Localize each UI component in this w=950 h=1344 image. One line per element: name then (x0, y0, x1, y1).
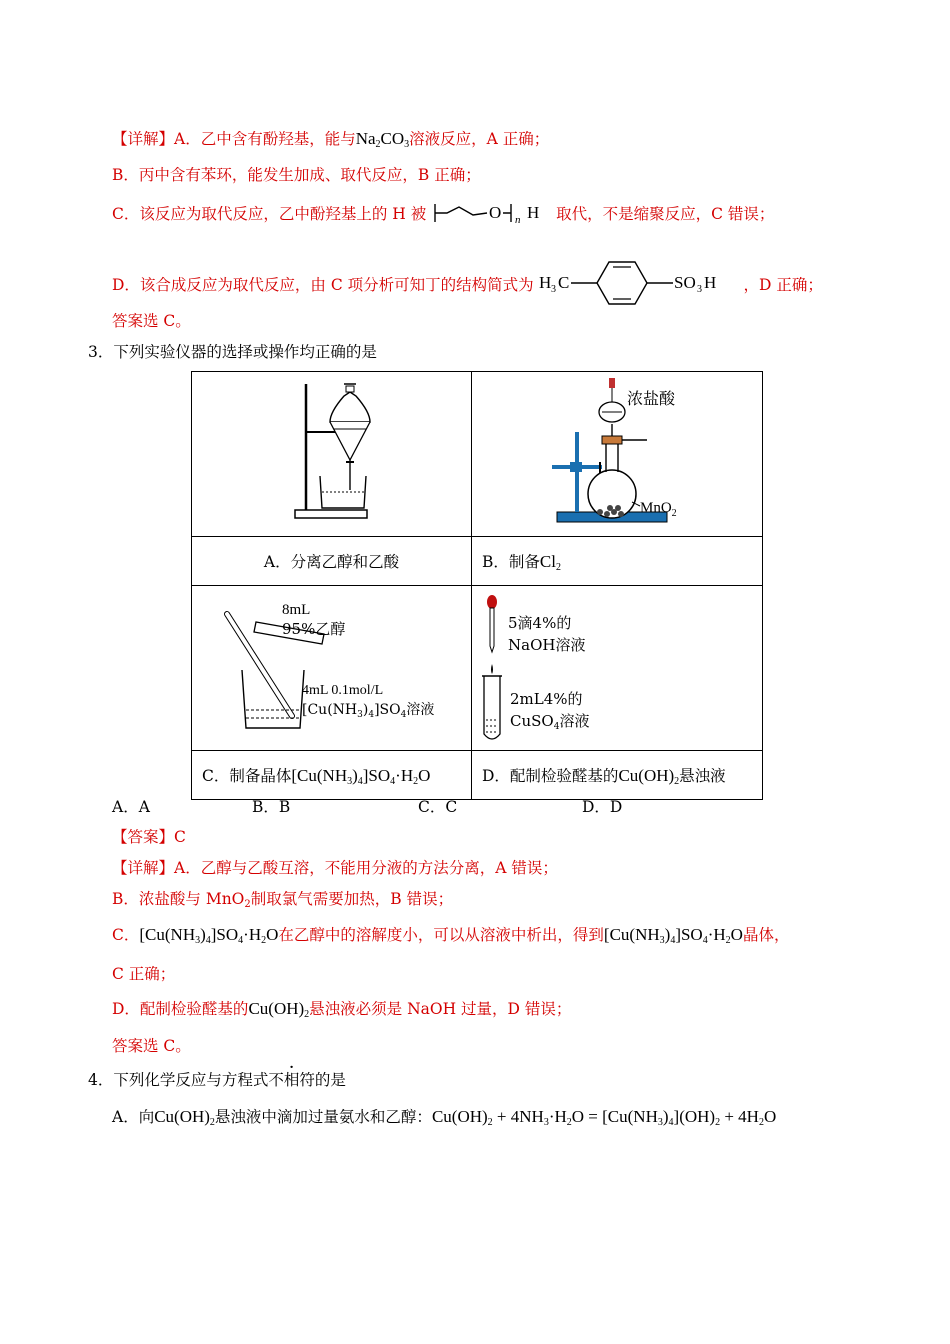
svg-text:5滴4%的: 5滴4%的 (508, 614, 572, 632)
option-d: D．D (582, 798, 623, 816)
cap-d: D．配制检验醛基的$Cu(OH)_2$悬浊液 (472, 751, 763, 800)
q3-detail-d: D．配制检验醛基的$Cu(OH)_2$悬浊液必须是 NaOH 过量，D 错误； (112, 999, 572, 1020)
svg-text:3: 3 (696, 284, 702, 295)
q2-detail-c: C．该反应为取代反应，乙中酚羟基上的 H 被 O n H 取代，不是缩聚反应，C 错误； (112, 203, 775, 225)
option-b: B．B (252, 798, 291, 816)
q3-answer: 【答案】C (112, 828, 186, 846)
cell-c-image (192, 586, 472, 751)
q3-final: 答案选 C。 (112, 1037, 191, 1055)
svg-text:CuSO4溶液: CuSO$_4$溶液 (510, 712, 590, 732)
svg-text:[Cu(NH3)4]SO4溶液: $[Cu(NH_3)_4]SO_4$溶液 (302, 702, 435, 720)
cap-a: A．分离乙醇和乙酸 (192, 537, 472, 586)
svg-text:SO: SO (673, 273, 696, 292)
separatory-funnel-icon (192, 372, 471, 532)
chlorine-apparatus-icon (472, 372, 762, 532)
option-c: C．C (418, 798, 458, 816)
svg-text:95%乙醇: 95%乙醇 (282, 620, 346, 638)
crystallization-apparatus-icon (192, 586, 471, 746)
q3-detail-c: C．$[Cu(NH_3)_4]SO_4\cdot H_2O$在乙醇中的溶解度小，可以从溶液中析出，得到$[Cu(NH_3)_4]SO_4\cdot H_2O$晶体， (112, 925, 790, 946)
q3-stem: 3．下列实验仪器的选择或操作均正确的是 (88, 343, 377, 361)
q2-detail-d: D．该合成反应为取代反应，由 C 项分析可知丁的结构简式为 H 3 C SO 3 H ，D 正确； (112, 258, 823, 308)
q3-detail-c-cont: C 正确； (112, 965, 176, 983)
svg-text:H: H (703, 273, 716, 292)
q3-options-table (191, 371, 763, 800)
svg-text:H: H (527, 203, 540, 222)
q2-detail-a: 【详解】A．乙中含有酚羟基，能与$Na_2CO_3$溶液反应，A 正确； (112, 129, 550, 150)
svg-text:n: n (515, 214, 521, 225)
svg-text:8mL: 8mL (282, 602, 311, 618)
cap-c: C．制备晶体$[Cu(NH_3)_4]SO_4\cdot H_2O$ (192, 751, 472, 800)
cell-a-image (192, 372, 472, 537)
q2-answer: 答案选 C。 (112, 312, 191, 330)
label-mno2: MnO$_2$ (640, 500, 677, 519)
svg-text:2mL4%的: 2mL4%的 (510, 690, 583, 708)
toluenesulfonic-acid-structure-icon (539, 258, 739, 308)
cell-b-image (472, 372, 763, 537)
cap-b: B．制备$Cl_2$ (472, 537, 763, 586)
svg-text:O: O (489, 203, 502, 222)
option-a: A．A (112, 798, 150, 816)
peg-structure-icon (431, 201, 551, 225)
q4-stem: 4．下列化学反应与方程式不相符的是 (88, 1071, 346, 1089)
q2-detail-b: B．丙中含有苯环，能发生加成、取代反应，B 正确； (112, 166, 481, 184)
emphasis-dots: 不相符 (268, 1071, 315, 1089)
svg-text:3: 3 (550, 284, 556, 295)
q3-detail-b: B．浓盐酸与 MnO$_2$制取氯气需要加热，B 错误； (112, 890, 454, 910)
q3-detail-a: 【详解】A．乙醇与乙酸互溶，不能用分液的方法分离，A 错误； (112, 859, 558, 877)
label-conc-hcl: 浓盐酸 (627, 389, 676, 408)
cell-d-image (472, 586, 763, 751)
svg-text:NaOH溶液: NaOH溶液 (508, 636, 586, 654)
svg-text:H: H (538, 273, 551, 292)
svg-text:C: C (557, 273, 569, 292)
svg-text:4mL 0.1mol/L: 4mL 0.1mol/L (302, 683, 384, 698)
q4-option-a: A．向$Cu(OH)_2$悬浊液中滴加过量氨水和乙醇：$Cu(OH)_2 + 4NH_3\cdot H_2O = [Cu(NH_3)_4](OH)_2 + 4H_2O$ (112, 1107, 777, 1128)
dropper-test-tube-icon (472, 586, 762, 746)
